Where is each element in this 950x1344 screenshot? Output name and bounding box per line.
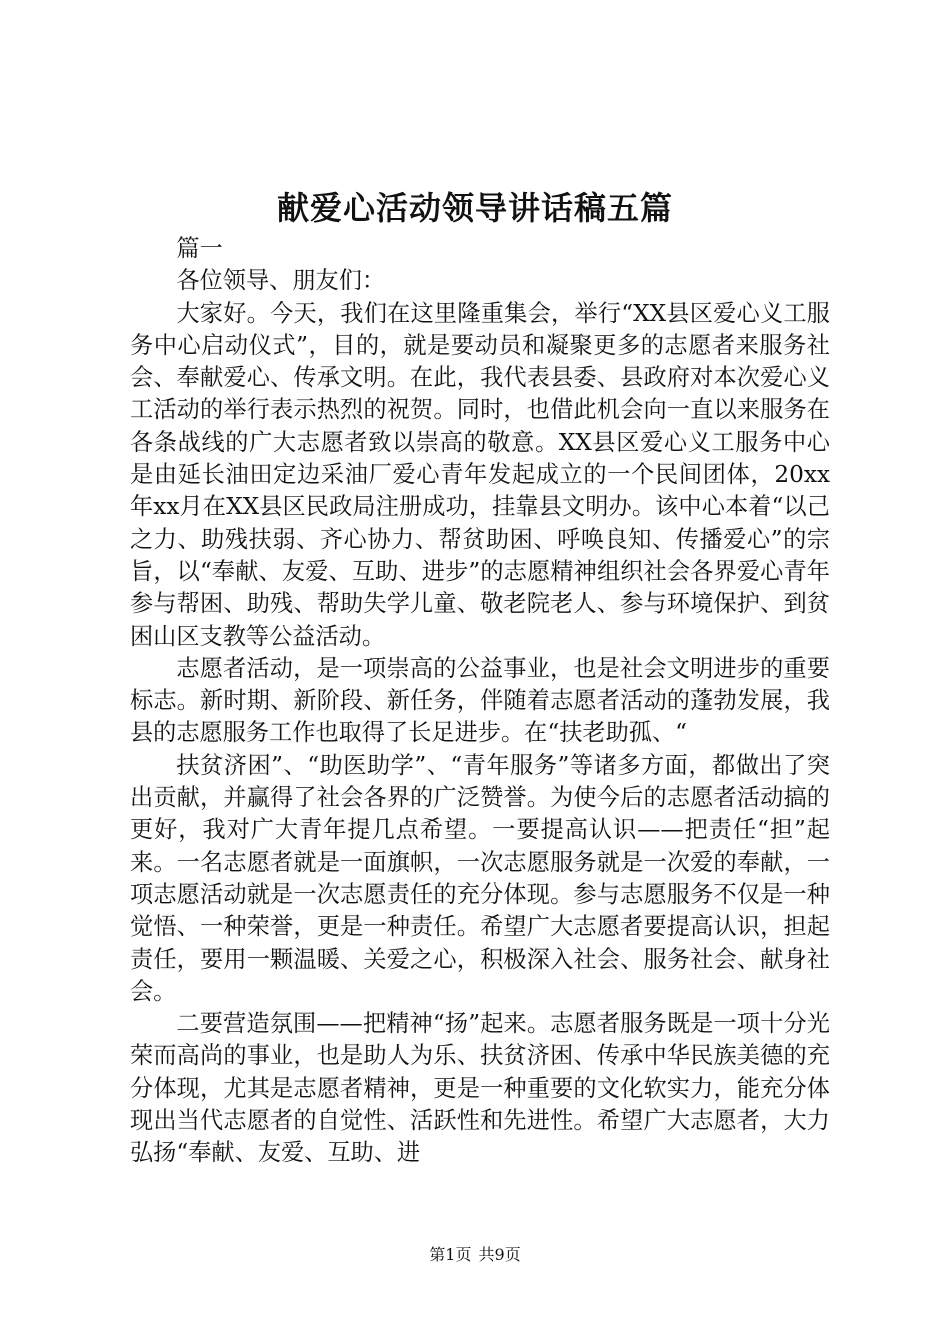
body-paragraph: 扶贫济困”、“助医助学”、“青年服务”等诸多方面，都做出了突出贡献，并赢得了社会各界的广泛赞誉。为使今后的志愿者活动搞的更好，我对广大青年提几点希望。一要提高认识——把责任“担”起来。一名志愿者就是一面旗帜，一次志愿服务就是一次爱的奉献，一项志愿活动就是一次志愿责任的充分体现。参与志愿服务不仅是一种觉悟、一种荣誉，更是一种责任。希望广大志愿者要提高认识，担起责任，要用一颗温暖、关爱之心，积极深入社会、服务社会、献身社会。 xyxy=(130,751,830,1005)
page-footer xyxy=(0,1244,950,1266)
body-paragraph: 大家好。今天，我们在这里隆重集会，举行“XX县区爱心义工服务中心启动仪式”，目的，就是要动员和凝聚更多的志愿者来服务社会、奉献爱心、传承文明。在此，我代表县委、县政府对本次爱心义工活动的举行表示热烈的祝贺。同时，也借此机会向一直以来服务在各条战线的广大志愿者致以崇高的敬意。XX县区爱心义工服务中心是由延长油田定边采油厂爱心青年发起成立的一个民间团体，20xx年xx月在XX县区民政局注册成功，挂靠县文明办。该中心本着“以己之力、助残扶弱、齐心协力、帮贫助困、呼唤良知、传播爱心”的宗旨，以“奉献、友爱、互助、进步”的志愿精神组织社会各界爱心青年参与帮困、助残、帮助失学儿童、敬老院老人、参与环境保护、到贫困山区支教等公益活动。 xyxy=(130,299,830,650)
page-number: 第1页 xyxy=(429,1245,472,1264)
salutation: 各位领导、朋友们： xyxy=(176,267,386,295)
page-total: 共9页 xyxy=(478,1245,521,1264)
section-heading: 篇一 xyxy=(176,235,223,262)
document-title: 献爱心活动领导讲话稿五篇 xyxy=(276,189,673,227)
body-paragraph: 志愿者活动，是一项崇高的公益事业，也是社会文明进步的重要标志。新时期、新阶段、新任务，伴随着志愿者活动的蓬勃发展，我县的志愿服务工作也取得了长足进步。在“扶老助孤、“ xyxy=(130,654,830,747)
body-paragraph: 二要营造氛围——把精神“扬”起来。志愿者服务既是一项十分光荣而高尚的事业，也是助人为乐、扶贫济困、传承中华民族美德的充分体现，尤其是志愿者精神，更是一种重要的文化软实力，能充分体现出当代志愿者的自觉性、活跃性和先进性。希望广大志愿者，大力弘扬“奉献、友爱、互助、进 xyxy=(130,1010,830,1167)
document-body xyxy=(130,233,830,1170)
